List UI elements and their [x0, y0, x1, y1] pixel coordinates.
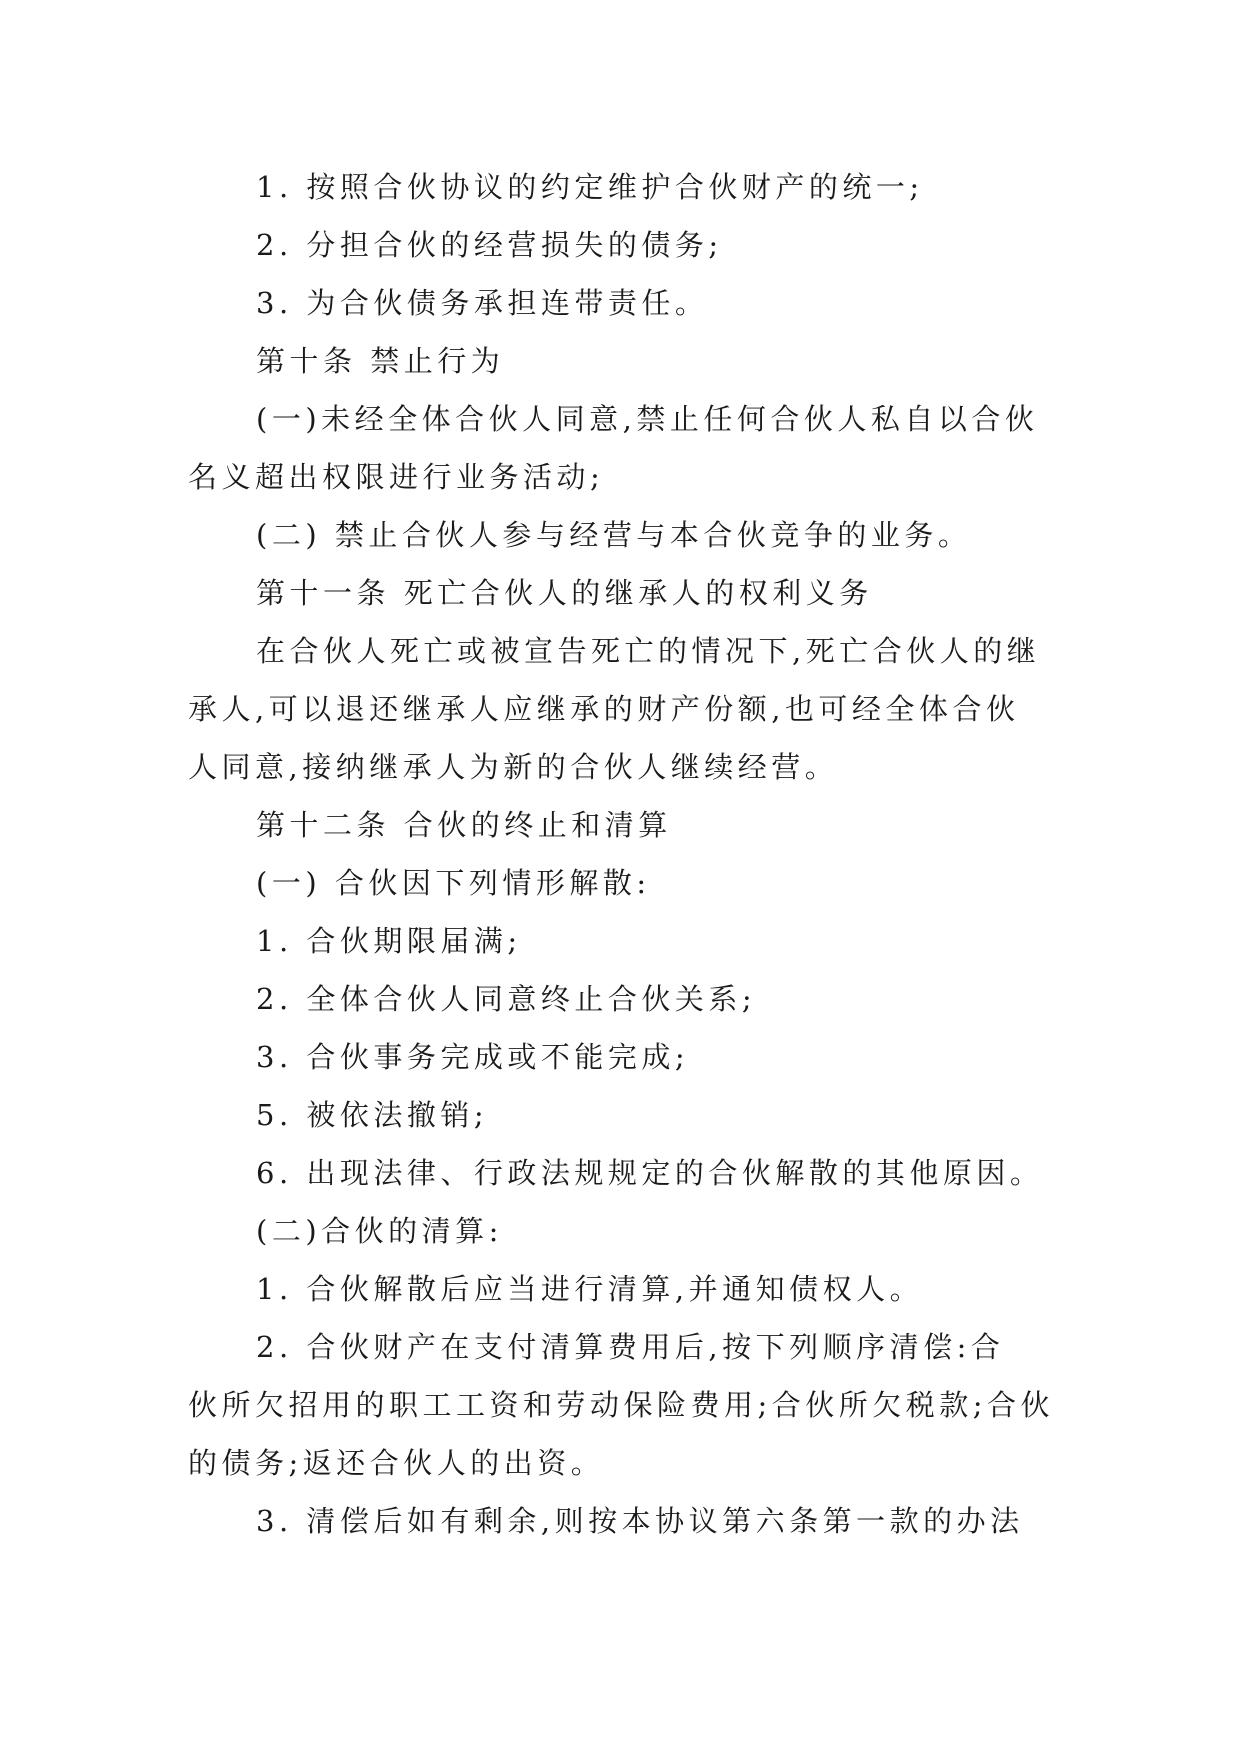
liquidation-item-1: 1. 合伙解散后应当进行清算,并通知债权人。: [256, 1272, 924, 1306]
dissolution-item-6: 6. 出现法律、行政法规规定的合伙解散的其他原因。: [256, 1156, 1044, 1190]
liquidation-heading: (二)合伙的清算:: [256, 1214, 503, 1248]
dissolution-heading: (一) 合伙因下列情形解散:: [256, 866, 651, 900]
dissolution-item-2: 2. 全体合伙人同意终止合伙关系;: [256, 982, 757, 1016]
dissolution-item-5: 5. 被依法撤销;: [256, 1098, 489, 1132]
dissolution-item-1: 1. 合伙期限届满;: [256, 924, 522, 958]
article-11-paragraph-line-3: 人同意,接纳继承人为新的合伙人继续经营。: [188, 750, 839, 784]
document-body: [188, 158, 1054, 1550]
prohibition-1-line-1: (一)未经全体合伙人同意,禁止任何合伙人私自以合伙: [256, 402, 1039, 436]
article-11-paragraph-line-2: 承人,可以退还继承人应继承的财产份额,也可经全体合伙: [188, 692, 1020, 726]
article-12-heading: 第十二条 合伙的终止和清算: [256, 808, 672, 842]
dissolution-item-3: 3. 合伙事务完成或不能完成;: [256, 1040, 690, 1074]
item-1-maintain-property: 1. 按照合伙协议的约定维护合伙财产的统一;: [256, 170, 924, 204]
liquidation-item-2-line-2: 伙所欠招用的职工工资和劳动保险费用;合伙所欠税款;合伙: [188, 1388, 1055, 1422]
article-11-heading: 第十一条 死亡合伙人的继承人的权利义务: [256, 576, 873, 610]
liquidation-item-2-line-3: 的债务;返还合伙人的出资。: [188, 1446, 605, 1480]
article-10-heading: 第十条 禁止行为: [256, 344, 505, 378]
article-11-paragraph-line-1: 在合伙人死亡或被宣告死亡的情况下,死亡合伙人的继: [256, 634, 1041, 668]
prohibition-2: (二) 禁止合伙人参与经营与本合伙竞争的业务。: [256, 518, 972, 552]
prohibition-1-line-2: 名义超出权限进行业务活动;: [188, 460, 605, 494]
liquidation-item-2-line-1: 2. 合伙财产在支付清算费用后,按下列顺序清偿:合: [256, 1330, 1005, 1364]
item-3-joint-liability: 3. 为合伙债务承担连带责任。: [256, 286, 709, 320]
liquidation-item-3: 3. 清偿后如有剩余,则按本协议第六条第一款的办法: [256, 1504, 1024, 1538]
item-2-share-losses: 2. 分担合伙的经营损失的债务;: [256, 228, 723, 262]
